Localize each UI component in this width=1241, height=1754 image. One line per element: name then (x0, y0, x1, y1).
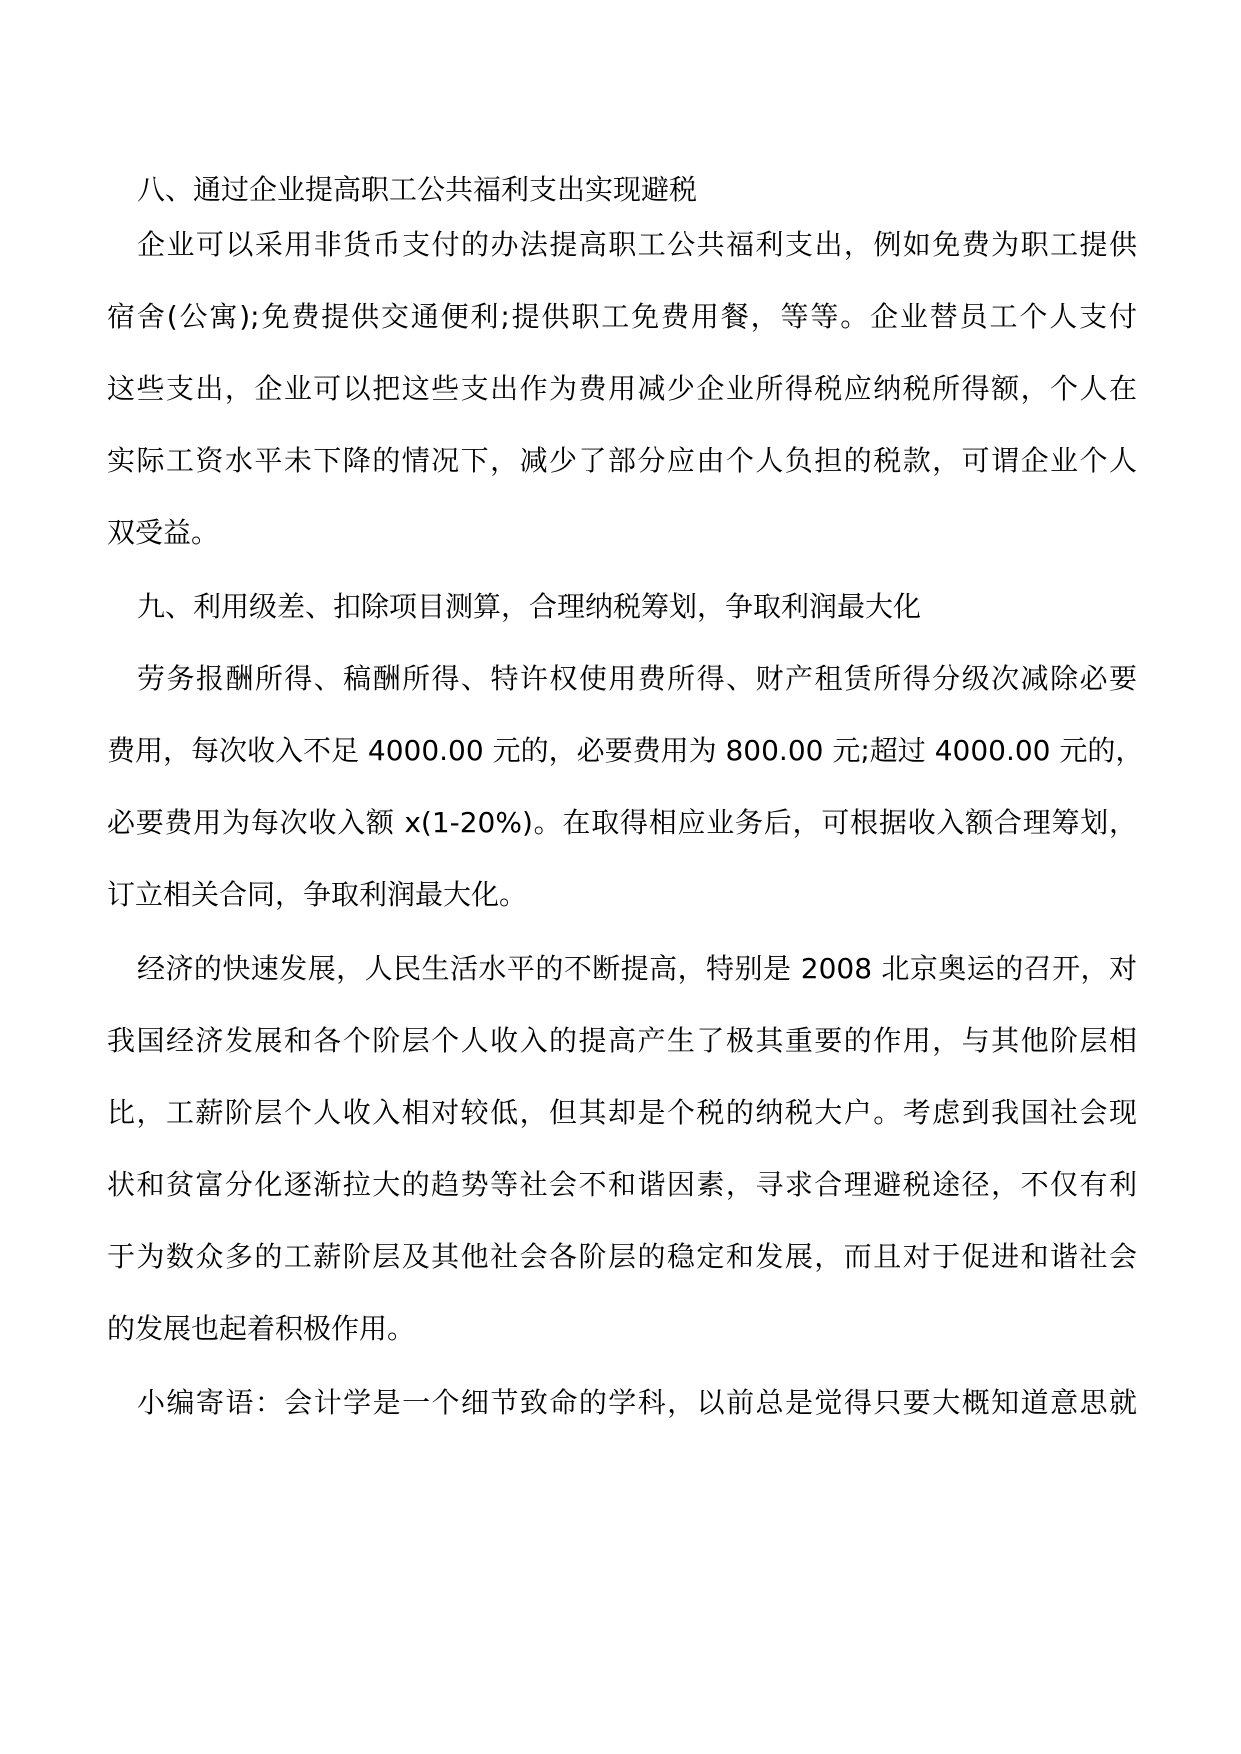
section-heading-8: 八、通过企业提高职工公共福利支出实现避税 (137, 173, 698, 206)
paragraph-line: 的发展也起着积极作用。 (107, 1312, 416, 1345)
paragraph-line: 劳务报酬所得、稿酬所得、特许权使用费所得、财产租赁所得分级次减除必要 (137, 662, 1137, 695)
paragraph-line: 必要费用为每次收入额 x(1-20%)。在取得相应业务后，可根据收入额合理筹划， (107, 806, 1137, 839)
paragraph-line: 状和贫富分化逐渐拉大的趋势等社会不和谐因素，寻求合理避税途径，不仅有利 (107, 1168, 1137, 1201)
paragraph-line: 这些支出，企业可以把这些支出作为费用减少企业所得税应纳税所得额，个人在 (107, 372, 1137, 405)
section-heading-9: 九、利用级差、扣除项目测算，合理纳税筹划，争取利润最大化 (137, 590, 922, 623)
paragraph-line: 经济的快速发展，人民生活水平的不断提高，特别是 2008 北京奥运的召开，对 (137, 952, 1137, 985)
paragraph-line: 订立相关合同，争取利润最大化。 (107, 878, 528, 911)
paragraph-line: 宿舍(公寓);免费提供交通便利;提供职工免费用餐，等等。企业替员工个人支付 (107, 300, 1137, 333)
paragraph-line: 我国经济发展和各个阶层个人收入的提高产生了极其重要的作用，与其他阶层相 (107, 1024, 1137, 1057)
editor-note-line: 小编寄语：会计学是一个细节致命的学科，以前总是觉得只要大概知道意思就 (137, 1386, 1137, 1419)
paragraph-line: 比，工薪阶层个人收入相对较低，但其却是个税的纳税大户。考虑到我国社会现 (107, 1096, 1137, 1129)
paragraph-line: 双受益。 (107, 516, 220, 549)
paragraph-line: 于为数众多的工薪阶层及其他社会各阶层的稳定和发展，而且对于促进和谐社会 (107, 1240, 1137, 1273)
paragraph-line: 实际工资水平未下降的情况下，减少了部分应由个人负担的税款，可谓企业个人 (107, 444, 1137, 477)
paragraph-line: 企业可以采用非货币支付的办法提高职工公共福利支出，例如免费为职工提供 (137, 228, 1137, 261)
paragraph-line: 费用，每次收入不足 4000.00 元的，必要费用为 800.00 元;超过 4000.00 元的， (107, 734, 1144, 767)
